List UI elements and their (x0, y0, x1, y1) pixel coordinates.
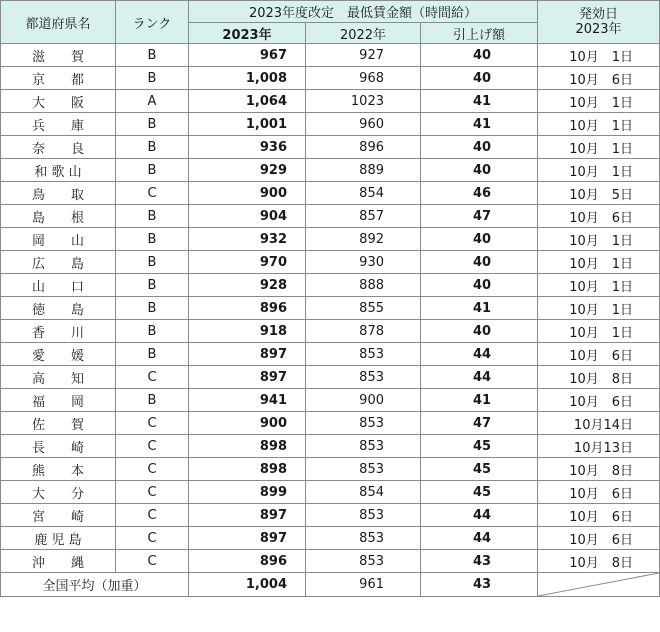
cell-effective-date: 10月 6日 (538, 389, 660, 412)
cell-effective-date: 10月 8日 (538, 458, 660, 481)
cell-increase: 41 (421, 113, 538, 136)
cell-effective-date: 10月 5日 (538, 182, 660, 205)
table-footer (1, 573, 660, 597)
cell-increase: 41 (421, 297, 538, 320)
cell-effective-date: 10月 1日 (538, 251, 660, 274)
table-row (1, 44, 660, 67)
cell-increase: 46 (421, 182, 538, 205)
cell-increase: 40 (421, 228, 538, 251)
table-row (1, 274, 660, 297)
cell-2022: 889 (306, 159, 421, 182)
cell-rank: B (116, 44, 189, 67)
cell-2023: 897 (189, 527, 306, 550)
cell-2022: 853 (306, 550, 421, 573)
cell-2022: 854 (306, 481, 421, 504)
table-row (1, 159, 660, 182)
cell-rank: C (116, 481, 189, 504)
cell-rank: C (116, 504, 189, 527)
cell-rank: B (116, 113, 189, 136)
cell-2022: 896 (306, 136, 421, 159)
cell-rank: B (116, 274, 189, 297)
cell-increase: 47 (421, 412, 538, 435)
cell-increase: 44 (421, 343, 538, 366)
table-row (1, 136, 660, 159)
cell-2022: 960 (306, 113, 421, 136)
cell-rank: C (116, 435, 189, 458)
cell-rank: B (116, 297, 189, 320)
cell-2023: 900 (189, 182, 306, 205)
header-2023: 2023年 (189, 23, 306, 44)
header-effective-date (538, 1, 660, 44)
cell-2022: 878 (306, 320, 421, 343)
cell-2022: 1023 (306, 90, 421, 113)
table-row (1, 550, 660, 573)
cell-increase: 45 (421, 435, 538, 458)
cell-rank: B (116, 251, 189, 274)
cell-rank: C (116, 458, 189, 481)
cell-2022: 857 (306, 205, 421, 228)
cell-effective-date: 10月 1日 (538, 320, 660, 343)
table-row (1, 504, 660, 527)
cell-effective-date: 10月 6日 (538, 205, 660, 228)
average-row (1, 573, 660, 597)
cell-prefecture: 広 島 (1, 251, 116, 274)
cell-2022: 853 (306, 366, 421, 389)
cell-prefecture: 和 歌 山 (1, 159, 116, 182)
header-increase: 引上げ額 (421, 23, 538, 44)
table-row (1, 527, 660, 550)
cell-effective-date: 10月 6日 (538, 527, 660, 550)
table-row (1, 435, 660, 458)
cell-increase: 41 (421, 90, 538, 113)
cell-effective-date: 10月 6日 (538, 504, 660, 527)
cell-2022: 853 (306, 412, 421, 435)
cell-prefecture: 山 口 (1, 274, 116, 297)
cell-rank: B (116, 389, 189, 412)
cell-2023: 904 (189, 205, 306, 228)
cell-effective-date: 10月13日 (538, 435, 660, 458)
cell-2023: 896 (189, 297, 306, 320)
cell-2022: 892 (306, 228, 421, 251)
cell-effective-date: 10月 8日 (538, 366, 660, 389)
cell-prefecture: 兵 庫 (1, 113, 116, 136)
cell-2023: 898 (189, 458, 306, 481)
cell-prefecture: 熊 本 (1, 458, 116, 481)
table-row (1, 90, 660, 113)
cell-effective-date: 10月 1日 (538, 44, 660, 67)
cell-2023: 941 (189, 389, 306, 412)
cell-prefecture: 島 根 (1, 205, 116, 228)
header-effective-line1: 発効日 (579, 7, 619, 22)
cell-increase: 41 (421, 389, 538, 412)
cell-2022: 855 (306, 297, 421, 320)
header-group-wage: 2023年度改定 最低賃金額（時間給） (189, 1, 538, 23)
table-row (1, 205, 660, 228)
average-increase: 43 (421, 573, 538, 597)
cell-increase: 44 (421, 366, 538, 389)
cell-2022: 854 (306, 182, 421, 205)
header-prefecture: 都道府県名 (1, 1, 116, 44)
cell-2022: 930 (306, 251, 421, 274)
cell-rank: C (116, 182, 189, 205)
table-row (1, 458, 660, 481)
cell-prefecture: 奈 良 (1, 136, 116, 159)
cell-prefecture: 京 都 (1, 67, 116, 90)
cell-2022: 853 (306, 343, 421, 366)
cell-effective-date: 10月 6日 (538, 67, 660, 90)
table-row (1, 297, 660, 320)
cell-2023: 899 (189, 481, 306, 504)
cell-increase: 40 (421, 136, 538, 159)
table-row (1, 67, 660, 90)
cell-2023: 1,008 (189, 67, 306, 90)
cell-2023: 928 (189, 274, 306, 297)
cell-2023: 936 (189, 136, 306, 159)
cell-2023: 1,064 (189, 90, 306, 113)
table-header (1, 1, 660, 44)
header-2022: 2022年 (306, 23, 421, 44)
cell-2023: 898 (189, 435, 306, 458)
table-row (1, 366, 660, 389)
cell-rank: B (116, 136, 189, 159)
cell-increase: 43 (421, 550, 538, 573)
average-2023: 1,004 (189, 573, 306, 597)
cell-2023: 970 (189, 251, 306, 274)
cell-prefecture: 鳥 取 (1, 182, 116, 205)
cell-2023: 897 (189, 366, 306, 389)
cell-2023: 897 (189, 343, 306, 366)
cell-prefecture: 長 崎 (1, 435, 116, 458)
table-row (1, 389, 660, 412)
cell-rank: A (116, 90, 189, 113)
cell-prefecture: 大 分 (1, 481, 116, 504)
cell-prefecture: 高 知 (1, 366, 116, 389)
cell-prefecture: 宮 崎 (1, 504, 116, 527)
cell-prefecture: 愛 媛 (1, 343, 116, 366)
cell-increase: 40 (421, 159, 538, 182)
cell-rank: C (116, 550, 189, 573)
table-row (1, 320, 660, 343)
cell-effective-date: 10月 6日 (538, 343, 660, 366)
table-body (1, 44, 660, 573)
cell-rank: B (116, 67, 189, 90)
cell-increase: 44 (421, 527, 538, 550)
table-row (1, 113, 660, 136)
cell-increase: 44 (421, 504, 538, 527)
cell-rank: C (116, 366, 189, 389)
cell-effective-date: 10月 1日 (538, 113, 660, 136)
cell-effective-date: 10月14日 (538, 412, 660, 435)
cell-prefecture: 大 阪 (1, 90, 116, 113)
cell-increase: 40 (421, 320, 538, 343)
table-row (1, 228, 660, 251)
cell-2023: 900 (189, 412, 306, 435)
cell-2023: 897 (189, 504, 306, 527)
cell-rank: C (116, 527, 189, 550)
average-label: 全国平均（加重） (1, 573, 189, 597)
cell-2023: 967 (189, 44, 306, 67)
cell-2022: 853 (306, 458, 421, 481)
table-row (1, 251, 660, 274)
cell-effective-date: 10月 1日 (538, 159, 660, 182)
cell-increase: 40 (421, 44, 538, 67)
cell-effective-date: 10月 6日 (538, 481, 660, 504)
cell-2023: 1,001 (189, 113, 306, 136)
cell-prefecture: 岡 山 (1, 228, 116, 251)
cell-increase: 45 (421, 458, 538, 481)
cell-increase: 47 (421, 205, 538, 228)
cell-prefecture: 徳 島 (1, 297, 116, 320)
cell-2022: 968 (306, 67, 421, 90)
cell-2023: 896 (189, 550, 306, 573)
cell-increase: 40 (421, 274, 538, 297)
cell-increase: 40 (421, 251, 538, 274)
cell-rank: B (116, 228, 189, 251)
cell-prefecture: 滋 賀 (1, 44, 116, 67)
cell-rank: B (116, 343, 189, 366)
cell-rank: B (116, 159, 189, 182)
cell-2022: 853 (306, 435, 421, 458)
cell-increase: 40 (421, 67, 538, 90)
cell-prefecture: 福 岡 (1, 389, 116, 412)
cell-increase: 45 (421, 481, 538, 504)
average-2022: 961 (306, 573, 421, 597)
cell-effective-date: 10月 1日 (538, 297, 660, 320)
cell-effective-date: 10月 1日 (538, 136, 660, 159)
cell-2022: 853 (306, 504, 421, 527)
cell-effective-date: 10月 1日 (538, 274, 660, 297)
cell-prefecture: 佐 賀 (1, 412, 116, 435)
cell-2022: 927 (306, 44, 421, 67)
cell-2023: 932 (189, 228, 306, 251)
table-row (1, 343, 660, 366)
table-row (1, 182, 660, 205)
cell-rank: B (116, 320, 189, 343)
cell-2022: 900 (306, 389, 421, 412)
header-effective-line2: 2023年 (575, 22, 622, 37)
cell-effective-date: 10月 8日 (538, 550, 660, 573)
diagonal-line-icon (538, 573, 659, 596)
cell-prefecture: 鹿 児 島 (1, 527, 116, 550)
table-row (1, 481, 660, 504)
cell-prefecture: 香 川 (1, 320, 116, 343)
cell-effective-date: 10月 1日 (538, 228, 660, 251)
cell-rank: B (116, 205, 189, 228)
table-row (1, 412, 660, 435)
cell-2023: 929 (189, 159, 306, 182)
cell-2022: 853 (306, 527, 421, 550)
average-date-empty (538, 573, 660, 597)
cell-prefecture: 沖 縄 (1, 550, 116, 573)
header-rank: ランク (116, 1, 189, 44)
cell-2022: 888 (306, 274, 421, 297)
cell-rank: C (116, 412, 189, 435)
cell-2023: 918 (189, 320, 306, 343)
cell-effective-date: 10月 1日 (538, 90, 660, 113)
